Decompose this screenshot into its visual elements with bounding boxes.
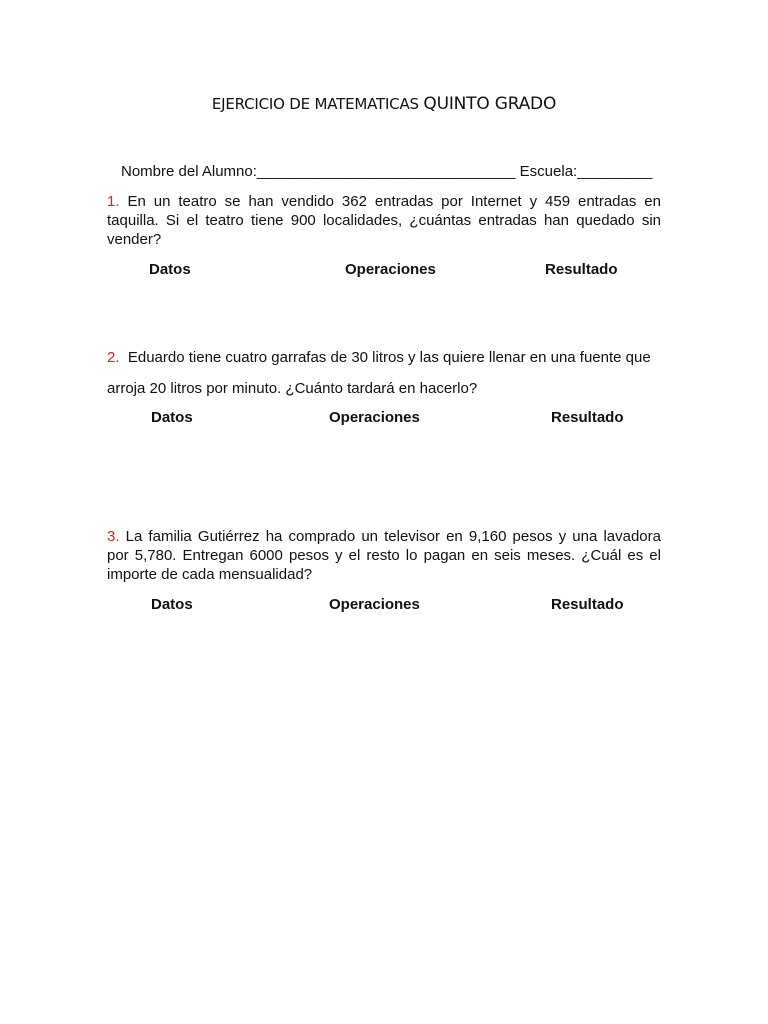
header-operaciones: Operaciones	[345, 261, 436, 278]
header-operaciones: Operaciones	[329, 596, 420, 613]
question-2-continued: arroja 20 litros por minuto. ¿Cuánto tardará en hacerlo?	[107, 380, 478, 397]
question-3	[107, 527, 661, 584]
question-2	[107, 349, 651, 366]
question-number: 2.	[107, 349, 120, 366]
header-datos: Datos	[149, 261, 191, 278]
title-grade: QUINTO GRADO	[423, 94, 557, 114]
question-text: La familia Gutiérrez ha comprado un televisor en 9,160 pesos y una lavadora por 5,780. Entregan 6000 pesos y el resto lo pagan en seis meses. ¿Cuál es el importe de cada mensualidad?	[107, 528, 661, 583]
header-resultado: Resultado	[551, 409, 624, 426]
page-title	[0, 94, 768, 114]
header-resultado: Resultado	[551, 596, 624, 613]
question-number: 1.	[107, 193, 120, 210]
question-text: Eduardo tiene cuatro garrafas de 30 litros y las quiere llenar en una fuente que	[119, 349, 651, 366]
header-datos: Datos	[151, 596, 193, 613]
question-1	[107, 192, 661, 249]
header-datos: Datos	[151, 409, 193, 426]
header-operaciones: Operaciones	[329, 409, 420, 426]
header-resultado: Resultado	[545, 261, 618, 278]
student-info-line: Nombre del Alumno:_______________________________ Escuela:_________	[121, 163, 653, 180]
title-main: EJERCICIO DE MATEMATICAS	[211, 95, 424, 113]
question-text: En un teatro se han vendido 362 entradas por Internet y 459 entradas en taquilla. Si el teatro tiene 900 localidades, ¿cuántas entradas han quedado sin vender?	[107, 193, 661, 248]
question-number: 3.	[107, 528, 120, 545]
